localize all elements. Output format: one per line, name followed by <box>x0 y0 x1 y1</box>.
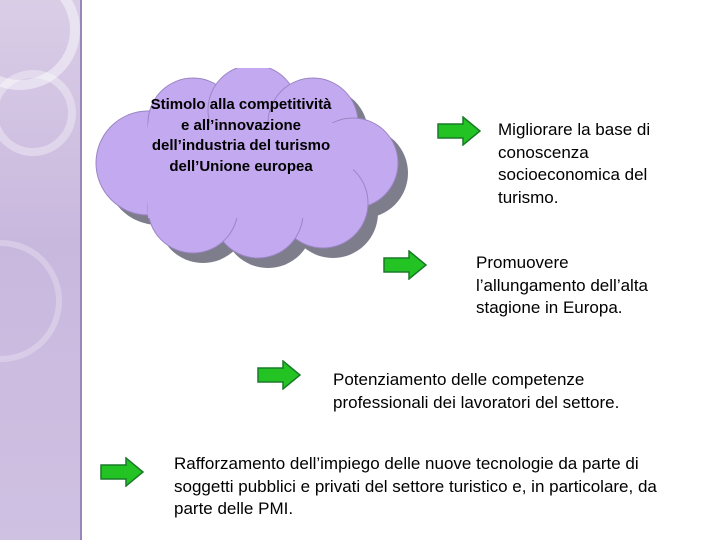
decorative-ring <box>0 70 76 156</box>
right-arrow-icon <box>437 116 481 146</box>
list-item: Potenziamento delle competenze professionali dei lavoratori del settore. <box>333 370 620 412</box>
list-item: Promuovere l’allungamento dell’alta stagione in Europa. <box>476 253 649 317</box>
list-item: Migliorare la base di conoscenza socioeconomica del turismo. <box>498 120 651 207</box>
right-arrow-icon <box>257 360 301 390</box>
cloud-title: Stimolo alla competitività e all’innovazione dell’industria del turismo dell’Unione europea <box>150 96 332 175</box>
right-arrow-icon <box>100 457 144 487</box>
list-item: Rafforzamento dell’impiego delle nuove tecnologie da parte di soggetti pubblici e privati del settore turistico e, in particolare, da parte delle PMI. <box>174 454 657 518</box>
right-arrow-icon <box>383 250 427 280</box>
decorative-sidebar <box>0 0 80 540</box>
decorative-ring <box>0 240 62 362</box>
sidebar-divider <box>80 0 82 540</box>
